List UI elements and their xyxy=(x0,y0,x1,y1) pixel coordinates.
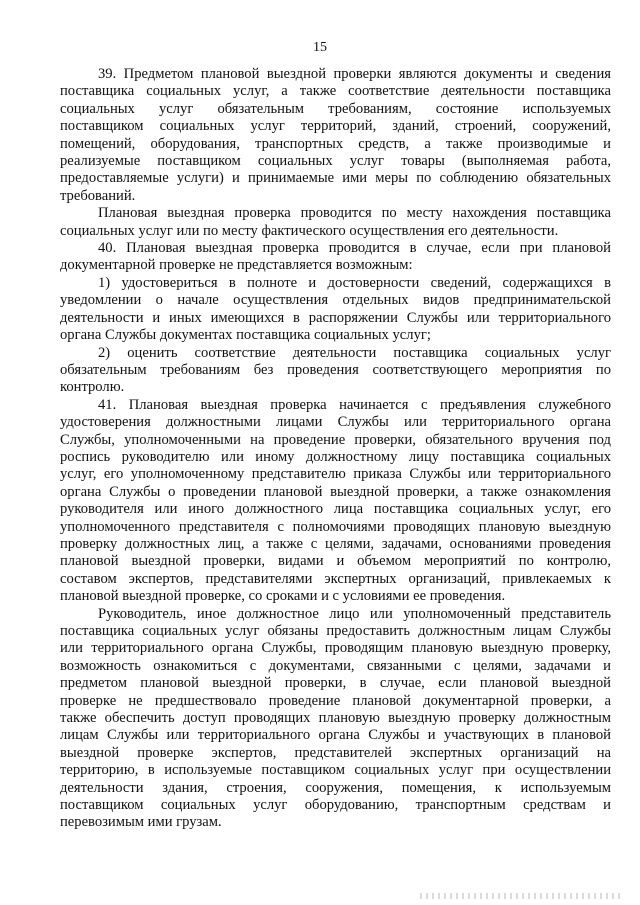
text-line: деятельности здания, строения, сооружения, помещения, к используемым xyxy=(60,779,611,796)
text-line: удостоверения должностными лицами Службы или территориального органа xyxy=(60,414,611,431)
text-line: проверку должностных лиц, а также с целями, задачами, основаниями проведения xyxy=(60,535,611,552)
paragraph-40-item-1 xyxy=(60,275,611,345)
text-line: Руководитель, иное должностное лицо или уполномоченный представитель xyxy=(98,605,611,622)
text-line: поставщиком социальных услуг оборудованию, транспортным средствам и xyxy=(60,797,611,814)
paragraph-41 xyxy=(60,397,611,606)
paragraph-39 xyxy=(60,66,611,205)
text-line: уведомлении о начале осуществления отдельных видов предпринимательской xyxy=(60,292,611,309)
text-line: социальных услуг обязательным требованиям, состояние используемых xyxy=(60,100,611,117)
text-line: также обеспечить доступ проводящих плановую выездную проверку должностным xyxy=(60,710,611,727)
text-line: обязательным требованиям без проведения соответствующего мероприятия по xyxy=(60,361,611,378)
text-line: или территориального органа Службы, проводящим плановую выездную проверку, xyxy=(60,640,611,657)
paragraph-40-item-2 xyxy=(60,345,611,397)
text-line: лицам Службы или территориального органа Службы и участвующих в плановой xyxy=(60,727,611,744)
paragraph-40 xyxy=(60,240,611,275)
text-line: роспись руководителю или иному должностному лицу поставщика социальных xyxy=(60,448,611,465)
text-line: поставщика социальных услуг обязаны предоставить должностным лицам Службы xyxy=(60,623,611,639)
text-line: требований. xyxy=(60,187,136,204)
text-line: предоставляемые услуги) и принимаемые ими меры по соблюдению обязательных xyxy=(60,170,611,187)
text-line: 2) оценить соответствие деятельности поставщика социальных услуг xyxy=(98,344,611,361)
text-line: 39. Предметом плановой выездной проверки являются документы и сведения xyxy=(98,66,611,82)
text-line: плановой выездной проверки, видами и объемом мероприятий по контролю, xyxy=(60,553,611,570)
text-line: перевозимым ими грузам. xyxy=(60,814,222,831)
text-line: помещений, оборудования, транспортных средств, а также производимые и xyxy=(60,135,611,152)
text-line: документарной проверке не представляется возможным: xyxy=(60,257,413,274)
text-line: органа Службы документах поставщика социальных услуг; xyxy=(60,327,431,344)
text-line: руководителя или иного должностного лица поставщика социальных услуг, его xyxy=(60,501,611,518)
text-line: Плановая выездная проверка проводится по месту нахождения поставщика xyxy=(98,205,611,222)
text-line: реализуемые поставщиком социальных услуг товары (выполняемая работа, xyxy=(60,153,611,170)
paragraph-access xyxy=(60,606,611,832)
text-line: предметом плановой выездной проверки, в случае, если плановой выездной xyxy=(60,675,611,692)
text-line: 40. Плановая выездная проверка проводится в случае, если при плановой xyxy=(98,240,611,257)
text-line: территорию, в используемые поставщиком социальных услуг при осуществлении xyxy=(60,762,611,779)
paragraph-location xyxy=(60,205,611,240)
document-body xyxy=(60,66,611,832)
page-number: 15 xyxy=(313,40,327,55)
text-line: органа Службы о проведении плановой выездной проверки, а также ознакомления xyxy=(60,483,611,500)
text-line: социальных услуг или по месту фактического осуществления его деятельности. xyxy=(60,222,559,239)
text-line: Службы, уполномоченными на проведение проверки, обязательного вручения под xyxy=(60,431,611,448)
text-line: поставщиком социальных услуг территорий, зданий, строений, сооружений, xyxy=(60,118,611,135)
text-line: 41. Плановая выездная проверка начинается с предъявления служебного xyxy=(98,396,611,413)
text-line: возможность ознакомиться с документами, связанными с целями, задачами и xyxy=(60,657,611,674)
text-line: деятельности и иных имеющихся в распоряжении Службы или территориального xyxy=(60,309,611,326)
text-line: 1) удостовериться в полноте и достоверности сведений, содержащихся в xyxy=(98,274,611,291)
text-line: услуг, его уполномоченному представителю приказа Службы или территориального xyxy=(60,466,611,483)
text-line: контролю. xyxy=(60,379,125,396)
text-line: выездной проверке экспертов, представителей экспертных организаций на xyxy=(60,744,611,761)
text-line: составом экспертов, представителями экспертных организаций, привлекаемых к xyxy=(60,570,611,587)
scan-artifact xyxy=(420,893,620,899)
text-line: плановой выездной проверке, со сроками и с условиями ее проведения. xyxy=(60,588,506,605)
text-line: уполномоченного представителя с полномочиями проводящих плановую выездную xyxy=(60,518,611,535)
text-line: проверке не предшествовало проведение плановой документарной проверки, а xyxy=(60,692,611,709)
text-line: поставщика социальных услуг, а также соответствие деятельности поставщика xyxy=(60,83,611,100)
